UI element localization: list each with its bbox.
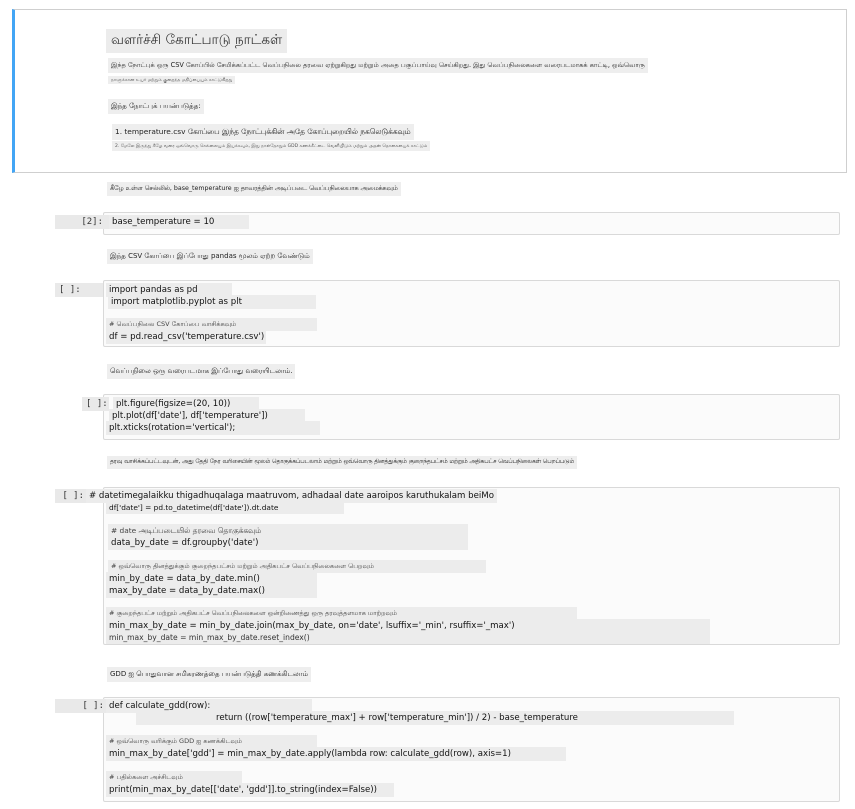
cell-5-join[interactable]: min_max_by_date = min_by_date.join(max_by_date, on='date', lsuffix='_min', rsuffix='_max') [106,619,710,633]
cell-6-comment-2: # பதில்களை அச்சிடவும் [106,771,242,784]
cell-5-groupby[interactable]: data_by_date = df.groupby('date') [108,536,468,550]
intro-paragraph-small: நாளுக்கான உயர் மற்றும் குறைந்த மதிப்பையும் காட்டுகிறது [108,76,235,84]
cell-4-xticks[interactable]: plt.xticks(rotation='vertical'); [106,421,320,435]
cell-5-first-line[interactable]: # datetimegalaikku thigadhuqalaga maatruvom, adhadaal date aaroipos karuthukalam beiMo [86,489,497,503]
usage-step-1: 1. temperature.csv கோப்பை இந்த நோட்புக்கின் அதே கோப்புறையில் நகலெடுக்கவும் [112,124,414,140]
cell-3-comment: # வெப்பநிலை CSV கோப்பை வாசிக்கவும் [106,318,317,331]
intro-paragraph: இந்த நோட்புக் ஒரு CSV கோப்பில் சேமிக்கப்பட்ட வெப்பநிலை தரவை ஏற்றுகிறது மற்றும் அதை பகுப்பாய்வு செய்கிறது. இது வெப்பநிலைகளை வரைபடமாகக் காட்டி, ஒவ்வொரு [108,58,648,73]
cell-5-reset-index[interactable]: min_max_by_date = min_max_by_date.reset_index() [106,631,710,644]
cell-5-comment-1: # date அடிப்படையில் தரவை தொகுக்கவும் [108,524,468,538]
cell-4-plot[interactable]: plt.plot(df['date'], df['temperature']) [109,409,305,423]
cell-5-min[interactable]: min_by_date = data_by_date.min() [106,572,317,586]
md-load-csv: இந்த CSV கோப்பை இப்போது pandas மூலம் ஏற்ற வேண்டும் [107,249,313,264]
intro-title: வளர்ச்சி கோட்பாடு நாட்கள் [106,29,287,53]
cell-5-prompt: [ ]: [55,489,86,503]
cell-3-import-pyplot[interactable]: import matplotlib.pyplot as plt [108,295,316,309]
cell-6-print[interactable]: print(min_max_by_date[['date', 'gdd']].to_string(index=False)) [106,783,394,797]
cell-6-apply[interactable]: min_max_by_date['gdd'] = min_max_by_date.apply(lambda row: calculate_gdd(row), axis=1) [106,747,566,761]
cell-3-prompt: [ ]: [55,283,103,297]
cell-3-import-pandas[interactable]: import pandas as pd [106,283,232,297]
cell-2-prompt: [2]: [55,215,111,229]
cell-6-comment-1: # ஒவ்வொரு வரிக்கும் GDD ஐ கணக்கிடவும் [106,735,317,748]
cell-6-return[interactable]: return ((row['temperature_max'] + row['temperature_min']) / 2) - base_temperature [136,711,734,725]
cell-6-prompt: [ ]: [55,699,107,713]
cell-5-max[interactable]: max_by_date = data_by_date.max() [106,584,317,598]
cell-5-comment-3: # குறைந்தபட்ச மற்றும் அதிகபட்ச வெப்பநிலைகளை ஒன்றிணைத்து ஒரு தரவுத்தளமாக மாற்றவும் [106,607,577,620]
cell-5-to-datetime[interactable]: df['date'] = pd.to_datetime(df['date']).dt.date [106,501,344,514]
md-base-temperature: கீழே உள்ள செல்லில், base_temperature ஐ தாவரத்தின் அடிப்படை வெப்பநிலையாக அமைக்கவும் [107,182,401,196]
cell-2-code[interactable]: base_temperature = 10 [109,215,249,229]
md-gdd: GDD ஐ பொதுவான சமிகரணத்தை பயன்படுத்தி கணக்கிடலாம் [107,667,311,682]
cell-4-figure[interactable]: plt.figure(figsize=(20, 10)) [113,397,259,411]
cell-4-prompt: [ ]: [82,397,109,411]
usage-step-2: 2. மேலே இருந்து கீழே வரை ஒவ்வொரு செல்லையும் இயக்கவும், இது நாள்தோறும் GDD கணக்கீட்டை வெளியிடும் மற்றும் அதன் தொகையைக் காட்டும் [112,141,430,151]
usage-heading: இந்த நோட்புக் பயன்படுத்த: [108,99,204,114]
cell-5-comment-2: # ஒவ்வொரு தினத்துக்கும் குறைந்தபட்சம் மற்றும் அதிகபட்ச வெப்பநிலைகளை பெறவும் [108,560,486,573]
cell-3-read-csv[interactable]: df = pd.read_csv('temperature.csv') [106,330,266,344]
md-group: தரவு வாசிக்கப்பட்டவுடன், அது தேதி நேர வரிசையின் மூலம் தொகுக்கப்படலாம் மற்றும் ஒவ்வொரு தினத்துக்கும் குறைந்தபட்சம் மற்றும் அதிகபட்ச வெப்பநிலைகள் பெறப்படும் [107,456,577,469]
md-plot: வெப்பநிலை ஒரு வரைபடமாக இப்போது வரையிடலாம். [107,364,295,379]
cell-6-def[interactable]: def calculate_gdd(row): [106,699,312,713]
